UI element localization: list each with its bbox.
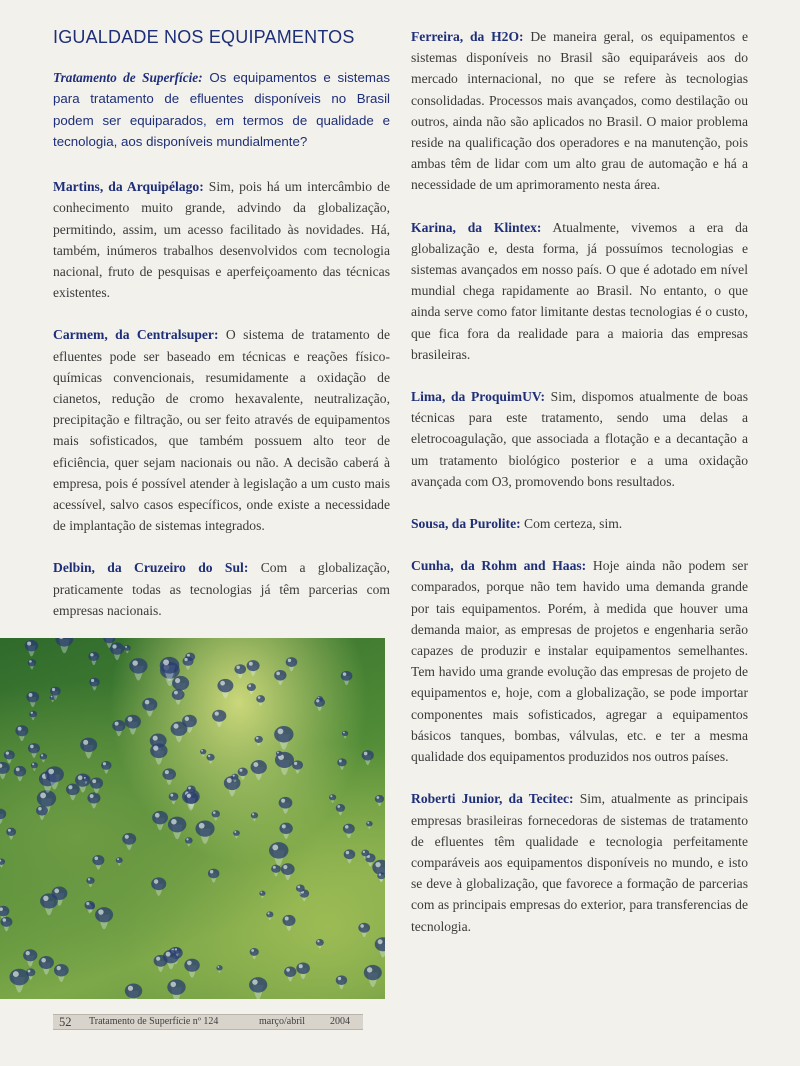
bubble [208, 869, 219, 883]
bubble [28, 743, 40, 758]
issue-year: 2004 [330, 1016, 350, 1027]
bubble [344, 849, 356, 863]
bubble [200, 749, 206, 757]
bubble [343, 824, 355, 839]
answer-ferreira [411, 26, 748, 196]
speaker-name: Roberti Junior, da Tecitec: [411, 791, 574, 807]
bubble [224, 776, 241, 796]
bubble [185, 837, 193, 846]
bubble [122, 833, 136, 850]
bubble [266, 911, 273, 920]
publication-name: Tratamento de Superfície nº 124 [89, 1016, 219, 1027]
bubble [142, 698, 157, 717]
bubble [259, 891, 265, 899]
bubble [247, 660, 260, 676]
answer-delbin [53, 557, 390, 621]
bubble [284, 967, 296, 982]
bubble [151, 877, 166, 895]
question-source: Tratamento de Superfície: [53, 70, 203, 85]
bubble [88, 652, 99, 665]
bubble [55, 638, 73, 653]
bubble [249, 977, 267, 999]
bubble [296, 962, 310, 979]
section-title: IGUALDADE NOS EQUIPAMENTOS [53, 27, 355, 47]
bubble [234, 664, 246, 678]
bubble [341, 671, 353, 685]
bubble [184, 792, 198, 809]
bubble [4, 750, 15, 763]
bubble [336, 975, 347, 989]
bubble [125, 983, 142, 999]
answer-sousa [411, 513, 748, 534]
bubble [250, 948, 259, 959]
answer-text: Atualmente, vivemos a era da globalização e, desta forma, já possuímos tecnologias e sistemas avançados em nosso país. O que é adotado em nível mundial chega rapidamente ao Brasil. No entanto, o que ainda serve como fator limitante destas tecnologias é o custo, que fica fora da realidade para a maioria das empresas brasileiras. [411, 219, 748, 362]
bubble [184, 959, 199, 978]
interview-question [53, 67, 390, 152]
bubble [281, 863, 295, 880]
bubble [150, 743, 167, 764]
bubble [286, 657, 298, 671]
bubble [86, 877, 94, 887]
bubble [169, 792, 179, 804]
bubble [274, 726, 293, 750]
answer-text: De maneira geral, os equipamentos e sistemas disponíveis no Brasil são equiparáveis aos do mercado internacional, no que se refere às tecnologias consolidadas. Processos mais avançados, como destilação ou outros, ainda não são aplicados no Brasil. O maior problema reside na qualificação dos operadores e na manutenção, pois ambas têm de lidar com um alto grau de automação e há a necessidade de um aprimoramento nesta área. [411, 29, 748, 193]
bubble [36, 806, 48, 820]
bubble [80, 738, 97, 759]
bubble [238, 767, 248, 779]
bubble [251, 760, 267, 780]
bubble [256, 695, 265, 706]
bubble [6, 828, 16, 840]
bubble [124, 645, 131, 653]
bubble [87, 792, 100, 808]
bubble [31, 762, 38, 771]
bubble [0, 809, 6, 824]
bubble [15, 725, 28, 741]
speaker-name: Ferreira, da H2O: [411, 29, 524, 44]
speaker-name: Delbin, da Cruzeiro do Sul: [53, 560, 249, 576]
bubble [362, 750, 374, 765]
bubble [39, 956, 54, 975]
answer-carmem [53, 324, 390, 536]
bubble [279, 797, 293, 814]
bubble [29, 711, 37, 721]
bubble [54, 964, 69, 982]
bubble [216, 965, 222, 973]
bubble [364, 965, 382, 987]
bubble [129, 658, 147, 680]
bubble [0, 762, 10, 779]
bubble [337, 758, 346, 770]
bubble [90, 778, 103, 794]
bubble [92, 855, 104, 870]
speaker-name: Cunha, da Rohm and Haas: [411, 558, 587, 574]
bubble [247, 683, 256, 694]
answer-text: O sistema de tratamento de efluentes pode ser baseado em técnicas e reações físico-químicas convencionais, resumidamente a oxidação de cianetos, redução de cromo hexavalente, neutralização, precipitação e filtração, ou ser feito através de equipamentos mais sofisticados, que também possuem alto teor de eficiência, quer sejam nacionais ou não. A decisão caberá à empresa, pois é possível atender à legislação a um custo mais acessível, salvo casos específicos, onde existe a necessidade de implantação de sistemas integrados. [53, 327, 390, 534]
bubble [358, 923, 370, 937]
bubble [329, 794, 336, 803]
bubble [95, 907, 113, 929]
bubble [85, 901, 95, 914]
answer-text: Com a globalização, praticamente todas as tecnologias já têm parcerias com empresas nacionais. [53, 560, 390, 618]
bubble [89, 678, 100, 691]
answer-text: Com certeza, sim. [520, 516, 623, 532]
bubble [116, 857, 123, 865]
bubble [0, 859, 5, 868]
bubble [40, 753, 47, 762]
bubble [25, 640, 39, 657]
bubbles-illustration [0, 638, 385, 999]
bubble [269, 842, 289, 866]
bubble [271, 865, 281, 877]
bubble [375, 937, 385, 957]
question-text: Os equipamentos e sistemas para tratamento de efluentes disponíveis no Brasil podem ser equiparados, em termos de qualidade e tecnologia, aos disponíveis mundialmente? [53, 70, 390, 149]
bubble [162, 768, 176, 785]
answer-text: Sim, dispomos atualmente de boas técnicas para este tratamento, sendo uma delas a eletrocoagulação, que associada a flotação e a decantação a um tratamento biológico posterior e a uma oxidação avançada com O3, promovendo bons resultados. [411, 389, 748, 489]
answer-roberti [411, 788, 748, 936]
bubble [282, 915, 295, 931]
bubble [154, 955, 168, 972]
bubble [66, 784, 80, 801]
page-number: 52 [59, 1015, 72, 1029]
bubble [207, 754, 215, 764]
speaker-name: Carmem, da Centralsuper: [53, 327, 219, 343]
bubble [23, 949, 37, 966]
answer-lima [411, 386, 748, 492]
bubble [375, 795, 384, 806]
bubble [152, 811, 168, 830]
bubble [316, 939, 324, 949]
bubble [233, 830, 240, 838]
bubble [40, 893, 58, 915]
bubble [167, 979, 185, 999]
bubble [377, 872, 385, 882]
speaker-name: Karina, da Klintex: [411, 219, 542, 235]
speaker-name: Sousa, da Purolite: [411, 516, 521, 532]
answer-text: Hoje ainda não podem ser comparados, porque não tem havido uma demanda grande por tais equipamentos. Porém, à medida que houver uma demanda maior, as empresas de projetos e engenharia serão capazes de produzir e instalar equipamentos semelhantes. Tem havido uma grande evolução das empresas de projeto de equipamentos e, hoje, com a globalização, se pode importar componentes mais sofisticados, agregar a equipamentos básicos tanques, bombas, válvulas, etc. e ter a mesma qualidade dos equipamentos produzidos nos outros países. [411, 558, 748, 765]
bubble [212, 810, 220, 820]
page-footer [53, 1014, 363, 1030]
bubble [366, 821, 372, 829]
bubble [0, 917, 12, 932]
bubble [279, 823, 292, 839]
bubble [26, 691, 39, 707]
bubble [212, 710, 226, 727]
bubble [183, 656, 194, 669]
bubble [254, 736, 262, 746]
issue-date: março/abril [259, 1016, 306, 1027]
speaker-name: Lima, da ProquimUV: [411, 389, 546, 405]
bubble [14, 766, 27, 781]
bubble [336, 804, 345, 815]
bubble [112, 720, 125, 736]
right-column [411, 26, 748, 958]
answer-cunha [411, 555, 748, 767]
bubble [101, 761, 111, 774]
bubble [251, 812, 258, 821]
bubble [195, 820, 214, 844]
speaker-name: Martins, da Arquipélago: [53, 179, 204, 195]
left-column [53, 26, 390, 642]
answer-text: Sim, pois há um intercâmbio de conhecimento muito grande, advindo da globalização, permitindo, assim, um acesso facilitado às novidades. Há, também, inúmeros trabalhos desenvolvidos com tecnologia nacional, fruto de pesquisas e aperfeiçoamento das técnicas existentes. [53, 179, 390, 301]
bubble [314, 698, 325, 711]
bubble [172, 689, 185, 705]
bubble [217, 679, 233, 699]
answer-text: Sim, atualmente as principais empresas brasileiras fornecedoras de sistemas de tratamento de efluentes têm qualidade e tecnologia perfeitamente comparáveis aos equipamentos disponíveis no mundo, e isto se deve à globalização, que favorece a formação de parcerias com as principais empresas do exterior, para transferencias de tecnologia. [411, 791, 748, 934]
bubble [171, 722, 188, 743]
bubble [28, 659, 37, 670]
answer-karina [411, 217, 748, 365]
bubble [110, 643, 124, 661]
bubble [292, 760, 303, 773]
bubble [125, 715, 141, 735]
bubble [274, 670, 286, 685]
bubble [168, 817, 186, 840]
answer-martins [53, 176, 390, 303]
bubble [342, 731, 348, 739]
bubbles-photo [0, 638, 385, 999]
